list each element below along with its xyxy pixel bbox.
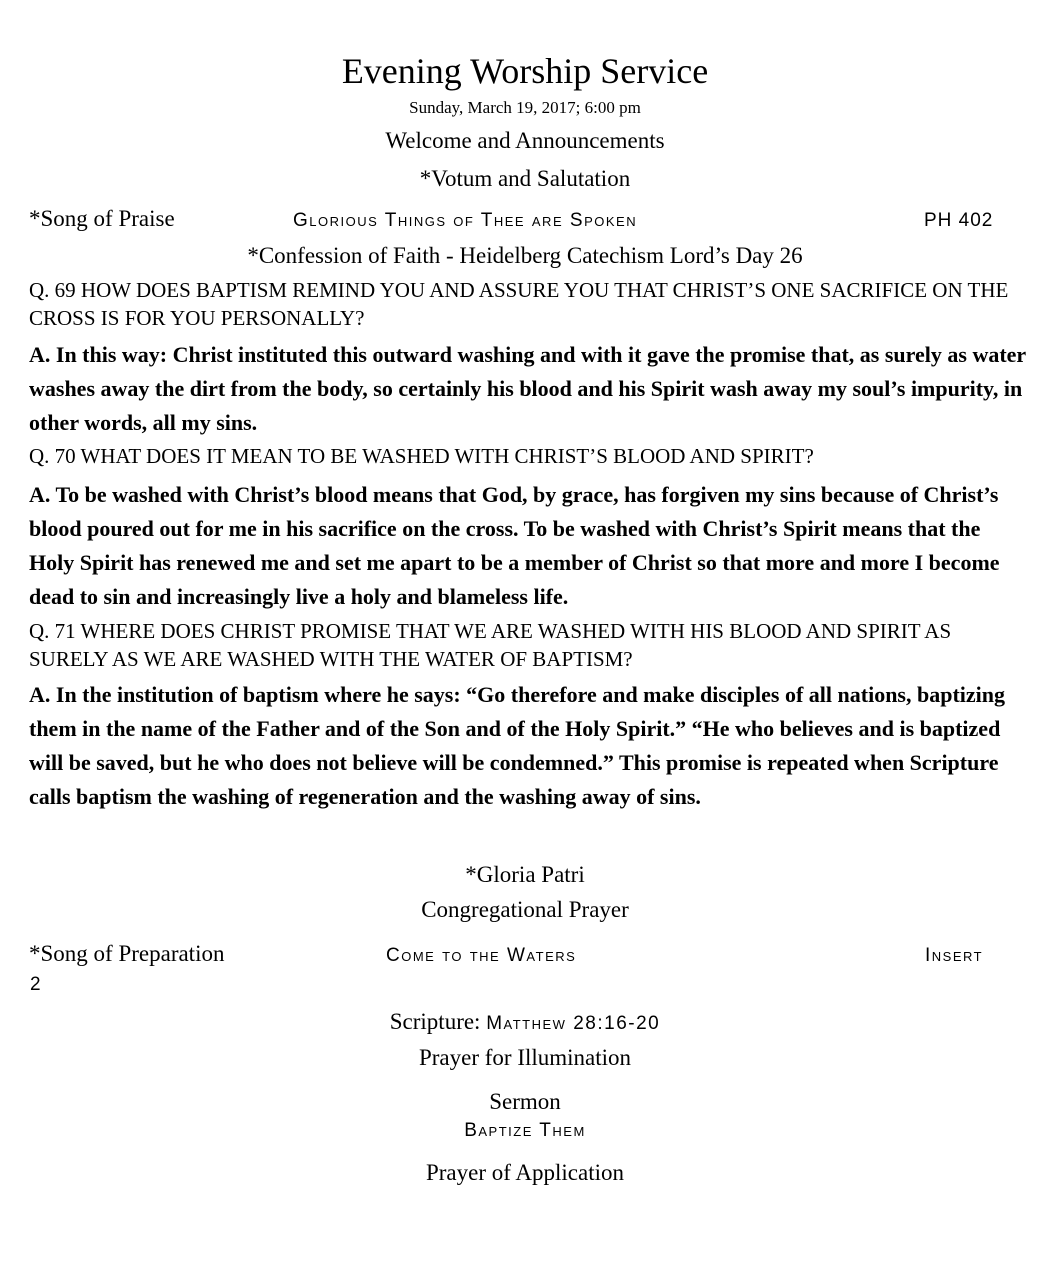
answer-69: A. In this way: Christ instituted this outward washing and with it gave the promise that, as surely as water washes away the dirt from the body, so certainly his blood and his Spirit wash away my soul’s impurity, in other words, all my sins. [29,342,1026,435]
scripture-reference: Matthew 28:16-20 [486,1013,661,1034]
votum-item: *Votum and Salutation [419,166,631,191]
sermon-title: Baptize Them [464,1120,586,1141]
song-of-preparation-ref: Insert [925,945,984,966]
scripture-label: Scripture: [389,1009,481,1034]
application-item: Prayer of Application [425,1160,624,1185]
song-of-praise-ref: PH 402 [924,210,994,231]
question-70: Q. 70 WHAT DOES IT MEAN TO BE WASHED WITH CHRIST’S BLOOD AND SPIRIT? [29,444,814,468]
question-69: Q. 69 HOW DOES BAPTISM REMIND YOU AND ASSURE YOU THAT CHRIST’S ONE SACRIFICE ON THE CROSS IS FOR YOU PERSONALLY? [29,278,1009,330]
song-of-preparation-label: *Song of Preparation [29,941,225,966]
question-71: Q. 71 WHERE DOES CHRIST PROMISE THAT WE ARE WASHED WITH HIS BLOOD AND SPIRIT AS SURELY AS WE ARE WASHED WITH THE WATER OF BAPTISM? [29,619,952,671]
song-of-praise-title: Glorious Things of Thee are Spoken [293,210,638,231]
confession-heading: *Confession of Faith - Heidelberg Catechism Lord’s Day 26 [247,243,803,268]
song-of-preparation-overflow: 2 [30,974,41,995]
sermon-heading: Sermon [489,1089,561,1114]
scripture-line [0,1009,1050,1035]
song-of-preparation-title: Come to the Waters [386,945,577,966]
congregational-prayer-item: Congregational Prayer [421,897,629,922]
answer-70: A. To be washed with Christ’s blood means that God, by grace, has forgiven my sins because of Christ’s blood poured out for me in his sacrifice on the cross. To be washed with Christ’s Spirit means that the Holy Spirit has renewed me and set me apart to be a member of Christ so that more and more I become dead to sin and increasingly live a holy and blameless life. [29,482,1000,609]
answer-71: A. In the institution of baptism where he says: “Go therefore and make disciples of all nations, baptizing them in the name of the Father and of the Son and of the Holy Spirit.” “He who believes and is baptized will be saved, but he who does not believe will be condemned.” This promise is repeated when Scripture calls baptism the washing of regeneration and the washing away of sins. [29,682,1006,809]
service-date: Sunday, March 19, 2017; 6:00 pm [409,98,641,117]
illumination-item: Prayer for Illumination [418,1045,632,1070]
gloria-patri-item: *Gloria Patri [465,862,585,887]
page-title: Evening Worship Service [341,51,709,91]
welcome-item: Welcome and Announcements [385,128,665,153]
song-of-praise-label: *Song of Praise [29,206,175,231]
